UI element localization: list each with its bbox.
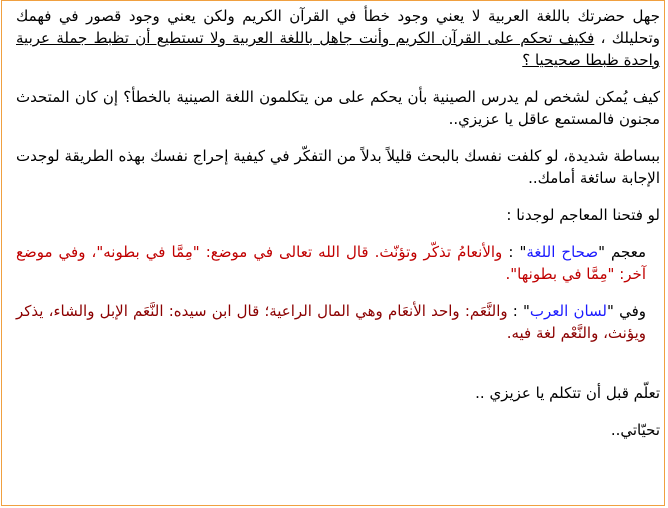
quote-lisan (16, 300, 660, 344)
quote-sihah-separator: " : (502, 243, 527, 261)
quote-sihah (16, 241, 660, 285)
paragraph-intro (16, 5, 660, 71)
quote-lisan-source: لسان العرب (529, 302, 607, 320)
intro-text: جهل حضرتك باللغة العربية لا يعني وجود خطأ في القرآن الكريم ولكن يعني وجود قصور في فهمك وتحليلك ، (16, 7, 660, 47)
paragraph-dictionaries: لو فتحنا المعاجم لوجدنا : (506, 206, 660, 224)
quote-lisan-prefix: وفي " (607, 302, 646, 320)
document-frame (1, 0, 665, 506)
document-body (16, 1, 660, 441)
paragraph-chinese-analogy: كيف يُمكن لشخص لم يدرس الصينية بأن يحكم على من يتكلمون اللغة الصينية بالخطأ؟ إن كان المتحدث مجنون فالمستمع عاقل يا عزيزي.. (16, 88, 660, 128)
quote-sihah-prefix: معجم " (598, 243, 646, 261)
quote-sihah-source: صحاح اللغة (526, 243, 599, 261)
quote-sihah-text: والأنعامُ تذكّر وتؤنّث. قال الله تعالى في موضع: "مِمَّا في بطونه"، وفي موضع آخر: "مِمَّا في بطونها". (16, 243, 646, 283)
paragraph-learn-first: تعلّم قبل أن تتكلم يا عزيزي .. (475, 384, 660, 402)
intro-underlined-text: فكيف تحكم على القرآن الكريم وأنت جاهل باللغة العربية ولا تستطيع أن تظبط جملة عربية واحدة ظبطا صحيحيا ؟ (16, 29, 660, 69)
paragraph-greetings: تحيّاتي.. (610, 421, 660, 439)
quote-lisan-text: والنَّعَم: واحد الأنعَام وهي المال الراعية؛ قال ابن سيده: النَّعَم الإبل والشاء، يذكر ويؤنث، والنَّعْم لغة فيه. (16, 302, 646, 342)
paragraph-simply: ببساطة شديدة، لو كلفت نفسك بالبحث قليلاً بدلاً من التفكّر في كيفية إحراج نفسك بهذه الطريقة لوجدت الإجابة سائغة أمامك.. (16, 147, 660, 187)
quote-lisan-separator: " : (507, 302, 530, 320)
